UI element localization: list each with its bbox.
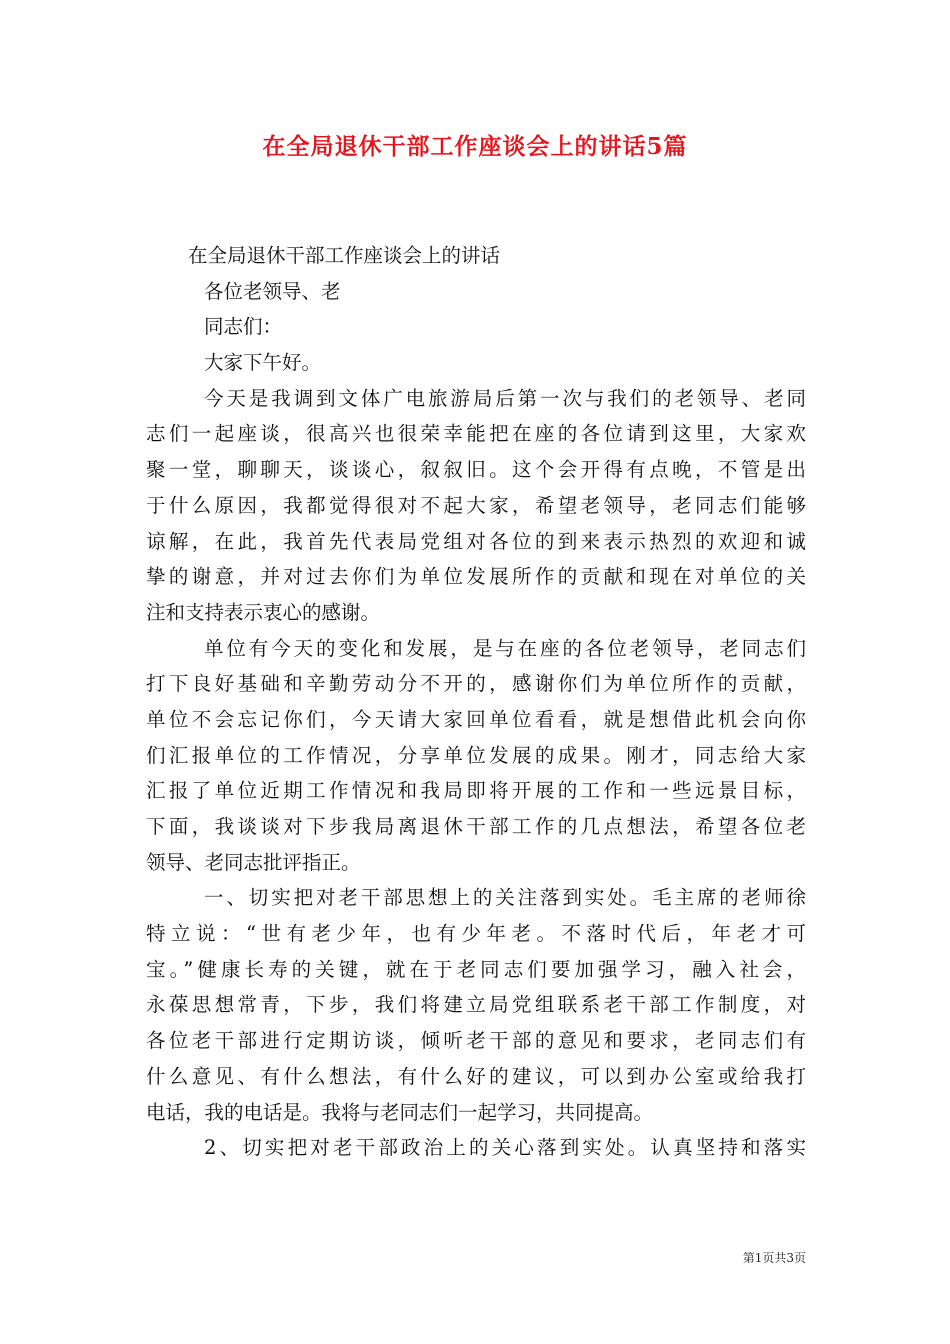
- greeting-line: 大家下午好。: [204, 351, 322, 375]
- paragraph-line: 下面，我谈谈对下步我局离退休干部工作的几点想法，希望各位老: [146, 815, 806, 838]
- paragraph-line: 今天是我调到文体广电旅游局后第一次与我们的老领导、老同: [204, 386, 806, 410]
- paragraph-line: 一、切实把对老干部思想上的关注落到实处。毛主席的老师徐: [204, 886, 806, 910]
- paragraph-line: 于什么原因，我都觉得很对不起大家，希望老领导，老同志们能够: [146, 493, 806, 517]
- paragraph-line: 打下良好基础和辛勤劳动分不开的，感谢你们为单位所作的贡献，: [146, 672, 806, 696]
- document-body: [146, 238, 806, 1166]
- paragraph-line: 聚一堂，聊聊天，谈谈心，叙叙旧。这个会开得有点晚，不管是出: [146, 458, 806, 482]
- paragraph-line: 特立说：“世有老少年，也有少年老。不落时代后，年老才可: [146, 922, 806, 946]
- paragraph-line: 们汇报单位的工作情况，分享单位发展的成果。刚才，同志给大家: [146, 743, 806, 767]
- paragraph-line: 谅解，在此，我首先代表局党组对各位的到来表示热烈的欢迎和诚: [146, 529, 806, 553]
- paragraph-line: 2、切实把对老干部政治上的关心落到实处。认真坚持和落实: [204, 1136, 806, 1160]
- paragraph-line: 宝。”健康长寿的关键，就在于老同志们要加强学习，融入社会，: [146, 957, 806, 981]
- paragraph-line: 永葆思想常青，下步，我们将建立局党组联系老干部工作制度，对: [146, 993, 806, 1017]
- paragraph-line: 领导、老同志批评指正。: [146, 850, 361, 874]
- paragraph-line: 挚的谢意，并对过去你们为单位发展所作的贡献和现在对单位的关: [146, 565, 806, 589]
- paragraph-line: 注和支持表示衷心的感谢。: [146, 600, 381, 624]
- document-title: 在全局退休干部工作座谈会上的讲话5篇: [262, 133, 688, 160]
- paragraph-line: 单位有今天的变化和发展，是与在座的各位老领导，老同志们: [204, 636, 806, 660]
- paragraph-line: 各位老干部进行定期访谈，倾听老干部的意见和要求，老同志们有: [146, 1029, 806, 1053]
- salutation-line: 各位老领导、老: [204, 279, 341, 303]
- paragraph-line: 电话，我的电话是。我将与老同志们一起学习，共同提高。: [146, 1100, 654, 1124]
- salutation-line: 同志们：: [204, 315, 283, 339]
- paragraph-line: 志们一起座谈，很高兴也很荣幸能把在座的各位请到这里，大家欢: [146, 422, 806, 446]
- subtitle-line: 在全局退休干部工作座谈会上的讲话: [188, 244, 501, 267]
- paragraph-line: 汇报了单位近期工作情况和我局即将开展的工作和一些远景目标，: [146, 779, 806, 803]
- paragraph-line: 单位不会忘记你们，今天请大家回单位看看，就是想借此机会向你: [146, 707, 806, 731]
- paragraph-line: 什么意见、有什么想法，有什么好的建议，可以到办公室或给我打: [146, 1064, 806, 1088]
- page-number: 第1页共3页: [742, 1251, 806, 1265]
